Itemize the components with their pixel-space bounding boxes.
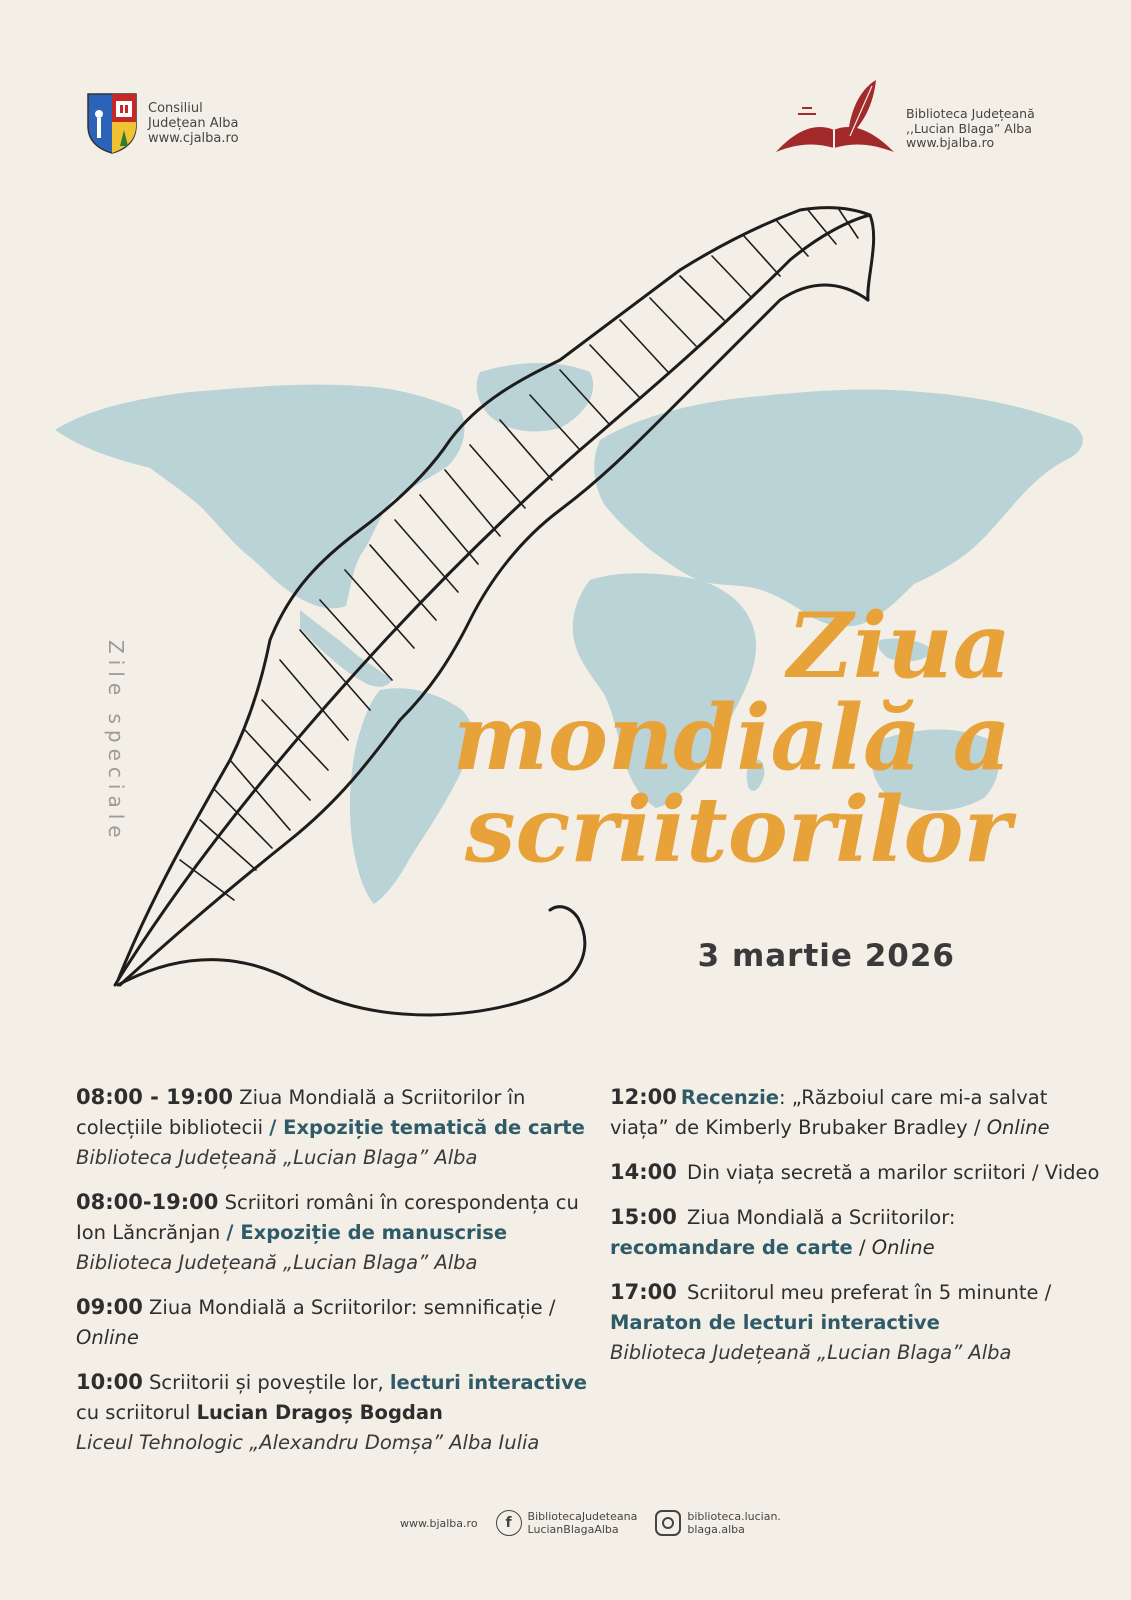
entry-mode: Online: [986, 1116, 1050, 1139]
entry-time: 08:00 - 19:00: [76, 1085, 234, 1109]
program-entry: [610, 1157, 1110, 1188]
program-right-column: [610, 1082, 1110, 1382]
program-entry: [610, 1277, 1110, 1368]
entry-text: : „Războiul care mi-a salvat viața” de Kimberly Brubaker Bradley: [610, 1086, 1048, 1139]
entry-sep: /: [973, 1116, 987, 1139]
entry-time: 09:00: [76, 1295, 143, 1319]
program-left-column: [76, 1082, 596, 1472]
title-line-2: mondială a: [452, 685, 1011, 791]
facebook-line2: LucianBlagaAlba: [527, 1523, 619, 1536]
program-entry: [76, 1367, 596, 1458]
entry-location: Biblioteca Județeană „Lucian Blaga” Alba: [76, 1146, 478, 1169]
entry-time: 14:00: [610, 1160, 677, 1184]
entry-mode: Online: [871, 1236, 935, 1259]
program-entry: [610, 1202, 1110, 1263]
entry-text: Ziua Mondială a Scriitorilor în colecțiile bibliotecii: [76, 1086, 526, 1139]
cjalba-line1: Consiliul: [148, 100, 203, 116]
bjalba-line1: Biblioteca Județeană: [906, 106, 1035, 122]
entry-sep: /: [548, 1296, 556, 1319]
entry-highlight: recomandare de carte: [610, 1236, 853, 1259]
entry-sep: /: [226, 1221, 241, 1244]
entry-time: 12:00: [610, 1085, 677, 1109]
bjalba-line2: ,,Lucian Blaga” Alba: [906, 120, 1032, 136]
instagram-line2: blaga.alba: [687, 1523, 745, 1536]
bjalba-logo[interactable]: [772, 78, 1035, 158]
entry-time: 08:00-19:00: [76, 1190, 219, 1214]
footer-facebook[interactable]: [496, 1510, 638, 1536]
entry-location: Liceul Tehnologic „Alexandru Domșa” Alba Iulia: [76, 1431, 540, 1454]
program-entry: [76, 1187, 596, 1278]
entry-time: 15:00: [610, 1205, 677, 1229]
entry-location: Biblioteca Județeană „Lucian Blaga” Alba: [76, 1251, 478, 1274]
bjalba-url[interactable]: www.bjalba.ro: [906, 135, 995, 151]
entry-mode: Online: [76, 1326, 139, 1349]
facebook-line1: BibliotecaJudeteana: [527, 1510, 638, 1523]
title-line-3: scriitorilor: [464, 777, 1011, 883]
entry-text: Ziua Mondială a Scriitorilor:: [680, 1206, 956, 1229]
entry-highlight: Maraton de lecturi interactive: [610, 1311, 940, 1334]
entry-highlight: Recenzie: [680, 1086, 780, 1109]
program-entry: [76, 1082, 596, 1173]
entry-text-2: cu scriitorul: [76, 1401, 197, 1424]
special-days-label: Zile speciale: [104, 640, 128, 844]
entry-time: 10:00: [76, 1370, 143, 1394]
entry-highlight: Expoziție de manuscrise: [240, 1221, 508, 1244]
entry-text: Scriitori români în corespondența cu Ion Lăncrănjan: [76, 1191, 579, 1244]
instagram-icon: [655, 1510, 681, 1536]
facebook-icon: f: [496, 1510, 522, 1536]
cjalba-line2: Județean Alba: [148, 115, 239, 131]
title-line-1: Ziua: [787, 593, 1011, 699]
event-date: 3 martie 2026: [697, 938, 955, 974]
cjalba-logo[interactable]: [86, 92, 239, 154]
entry-location: Biblioteca Județeană „Lucian Blaga” Alba: [610, 1341, 1012, 1364]
footer-website[interactable]: [400, 1517, 478, 1530]
entry-sep: /: [852, 1236, 872, 1259]
book-quill-icon: [772, 78, 898, 158]
entry-text: Scriitorii și poveștile lor,: [142, 1371, 390, 1394]
entry-sep: /: [269, 1116, 284, 1139]
event-title: [452, 593, 1011, 883]
county-crest-icon: [86, 92, 138, 154]
entry-highlight: Expoziție tematică de carte: [283, 1116, 585, 1139]
program-entry: [76, 1292, 596, 1353]
footer-instagram[interactable]: [655, 1510, 781, 1536]
entry-text: Din viața secretă a marilor scriitori / Video: [680, 1161, 1100, 1184]
instagram-line1: biblioteca.lucian.: [687, 1510, 781, 1523]
cjalba-url[interactable]: www.cjalba.ro: [148, 130, 239, 146]
entry-highlight: lecturi interactive: [389, 1371, 588, 1394]
entry-text: Ziua Mondială a Scriitorilor: semnificație: [142, 1296, 549, 1319]
program-entry: [610, 1082, 1110, 1143]
website-link[interactable]: www.bjalba.ro: [400, 1516, 478, 1530]
entry-time: 17:00: [610, 1280, 677, 1304]
footer: [400, 1510, 781, 1536]
entry-text: Scriitorul meu preferat în 5 minunte /: [680, 1281, 1052, 1304]
entry-author: Lucian Dragoș Bogdan: [196, 1401, 443, 1424]
